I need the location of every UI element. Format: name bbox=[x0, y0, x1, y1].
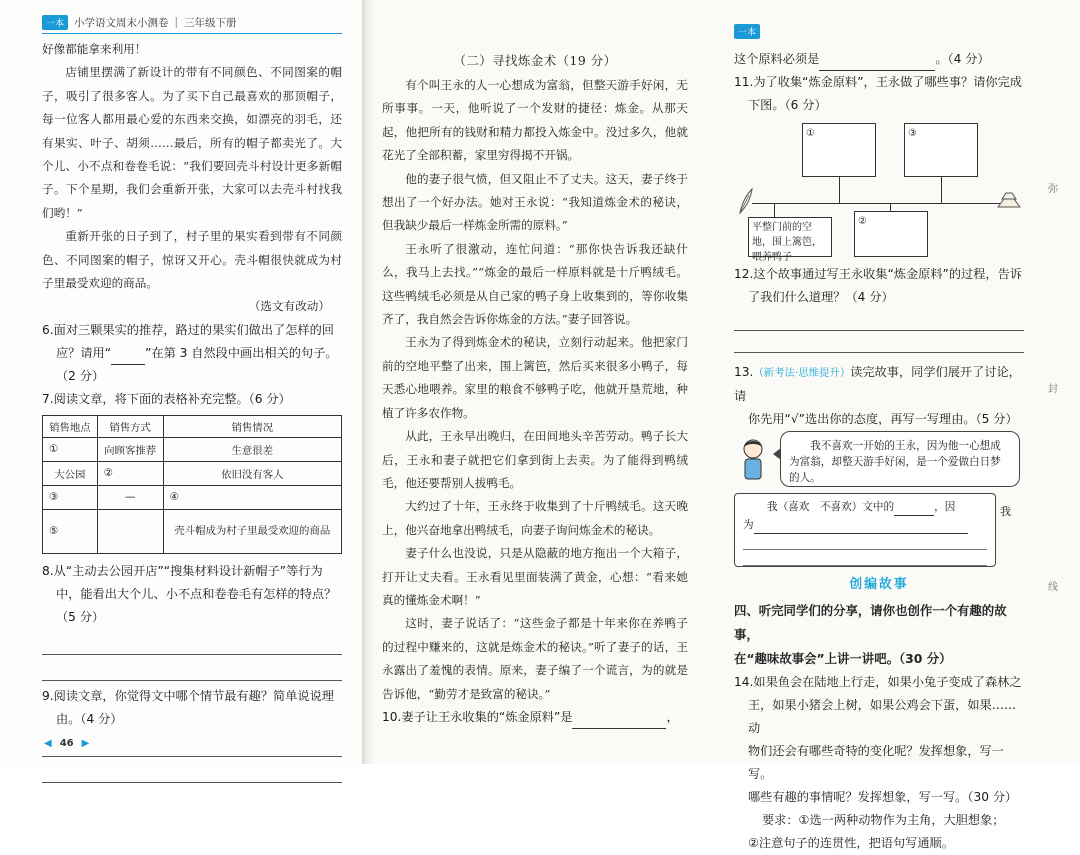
connector-line bbox=[941, 177, 942, 203]
q10-text-b: ， bbox=[666, 709, 679, 724]
q6-line1: 6.面对三颗果实的推荐，路过的果实们做出了怎样的回 bbox=[42, 322, 334, 337]
question-12 bbox=[734, 263, 1024, 309]
story-paragraph: 重新开张的日子到了，村子里的果实看到带有不同颜色、不同图案的帽子，惊讶又开心。壳斗帽很快就成为村子里最受欢迎的商品。 bbox=[42, 229, 342, 291]
answer-prompt-b: ，因 bbox=[934, 501, 956, 513]
q14-line4: 哪些有趣的事情呢？发挥想象，写一写。（30 分） bbox=[748, 790, 1018, 804]
story-paragraph: 妻子什么也没说，只是从隐蔽的地方拖出一个大箱子，打开让丈夫看。王永看见里面装满了黄金，心想：“看来她真的懂炼金术啊！” bbox=[382, 546, 688, 607]
q6-blank[interactable] bbox=[111, 364, 145, 365]
next-arrow-icon: ▶ bbox=[81, 738, 90, 749]
q9-line2: 由。（4 分） bbox=[56, 711, 123, 726]
connector-line bbox=[890, 203, 891, 211]
question-10-continued bbox=[734, 48, 1024, 71]
table-cell[interactable]: ③ bbox=[43, 485, 98, 509]
header-title: 小学语文周末小测卷 bbox=[74, 16, 169, 29]
header-separator: | bbox=[174, 16, 179, 28]
diagram-box-2-label: ② bbox=[858, 216, 867, 227]
q14-line2: 王，如果小猪会上树，如果公鸡会下蛋，如果……动 bbox=[748, 698, 1017, 735]
story-paragraph: 好像都能拿来利用！ bbox=[42, 42, 147, 56]
table-header: 销售方式 bbox=[97, 415, 163, 437]
answer-prompt-a: 我（喜欢 不喜欢）文中的 bbox=[767, 501, 895, 513]
book-gutter bbox=[362, 0, 372, 764]
connector-line bbox=[839, 177, 840, 203]
table-cell[interactable]: ② bbox=[97, 461, 163, 485]
story-paragraph: 王永听了很激动，连忙问道：“那你快告诉我还缺什么，我马上去找。”“炼金的最后一样原料就是十斤鸭绒毛。这些鸭绒毛必须是从自己家的鸭子身上收集到的，等你收集齐了，我自然会告诉你炼金的方法。”妻子回答说。 bbox=[382, 241, 688, 327]
q8-line2: 中，能看出大个儿、小不点和卷卷毛有怎样的特点？ bbox=[56, 586, 337, 601]
question-7: 7.阅读文章，将下面的表格补充完整。（6 分） bbox=[42, 391, 291, 406]
q12-line1: 12.这个故事通过写王永收集“炼金原料”的过程，告诉 bbox=[734, 267, 1022, 281]
seal-mark-3: 线 bbox=[1048, 582, 1058, 593]
answer-line[interactable] bbox=[42, 655, 342, 681]
diagram-box-3[interactable] bbox=[904, 123, 978, 177]
table-row bbox=[43, 437, 342, 461]
q12-line2: 了我们什么道理？（4 分） bbox=[748, 290, 894, 304]
q13-line1: 13.（新考法·思维提升）读完故事，同学们展开了讨论，请 bbox=[734, 365, 1021, 403]
page-number bbox=[44, 738, 89, 749]
question-13 bbox=[734, 361, 1024, 431]
q13-line1-rest: 读完故事，同学们展开了讨论，请 bbox=[734, 365, 1021, 403]
answer-line[interactable] bbox=[743, 536, 987, 550]
question-14 bbox=[734, 671, 1024, 855]
story-paragraph: 王永为了得到炼金术的秘诀，立刻行动起来。他把家门前的空地平整了出来，围上篱笆，然后买来很多小鸭子，每天悉心地喂养。家里的粮食不够鸭子吃，他就开垦荒地，种植了许多农作物。 bbox=[382, 335, 688, 420]
table-header: 销售情况 bbox=[163, 415, 341, 437]
table-cell: 生意很差 bbox=[163, 437, 341, 461]
q13-line2: 你先用“√”选出你的态度，再写一写理由。（5 分） bbox=[748, 412, 1018, 426]
q11-line1: 11.为了收集“炼金原料”，王永做了哪些事？请你完成 bbox=[734, 75, 1022, 89]
feather-icon bbox=[736, 187, 756, 215]
answer-row-1 bbox=[743, 498, 987, 516]
source-note: （选文有改动） bbox=[248, 299, 330, 314]
speaker-label: 我 bbox=[1000, 505, 1011, 518]
seal-mark-1: 弥 bbox=[1048, 184, 1058, 195]
q11-line2: 下图。（6 分） bbox=[748, 98, 827, 112]
q13-discussion bbox=[734, 431, 1024, 571]
sec4-line1: 四、听完同学们的分享，请你也创作一个有趣的故事， bbox=[734, 603, 1007, 642]
section-title: （二）寻找炼金术（19 分） bbox=[453, 53, 617, 68]
q14-line1: 14.如果鱼会在陆地上行走，如果小兔子变成了森林之 bbox=[734, 675, 1022, 689]
diagram-box-given-text: 平整门前的空地，围上篱笆，喂养鸭子 bbox=[752, 222, 822, 263]
bubble-text: 我不喜欢一开始的王永，因为他一心想成为富翁，却整天游手好闲，是一个爱做白日梦的人。 bbox=[789, 440, 1001, 484]
connector-line bbox=[774, 203, 775, 217]
question-10 bbox=[382, 706, 688, 729]
table-row bbox=[43, 485, 342, 509]
q11-diagram bbox=[734, 121, 1024, 263]
diagram-box-given bbox=[748, 217, 832, 263]
table-cell: — bbox=[97, 485, 163, 509]
header-grade: 三年级下册 bbox=[184, 16, 237, 29]
header-badge: 一本 bbox=[42, 15, 68, 30]
q9-line1: 9.阅读文章，你觉得文中哪个情节最有趣？简单说说理 bbox=[42, 688, 334, 703]
middle-column bbox=[382, 48, 688, 729]
table-row bbox=[43, 509, 342, 553]
q10-text-a: 10.妻子让王永收集的“炼金原料”是 bbox=[382, 709, 573, 724]
story-paragraph: 他的妻子很气愤，但又阻止不了丈夫。这天，妻子终于想出了一个好办法。她对王永说：“我知道炼金术的秘诀，但我缺少最后一样炼金所需的原料。” bbox=[382, 171, 688, 233]
diagram-box-1-label: ① bbox=[806, 128, 815, 139]
table-row bbox=[43, 461, 342, 485]
q10-cont-b: 。（4 分） bbox=[935, 52, 990, 66]
sec4-line2: 在“趣味故事会”上讲一讲吧。（30 分） bbox=[734, 651, 952, 666]
table-cell: 壳斗帽成为村子里最受欢迎的商品 bbox=[163, 509, 341, 553]
timeline-axis bbox=[752, 203, 1010, 204]
q8-line3: （5 分） bbox=[56, 609, 105, 624]
gold-bars-icon bbox=[996, 189, 1022, 211]
left-column bbox=[42, 38, 342, 783]
table-cell[interactable]: ⑤ bbox=[43, 509, 98, 553]
story-paragraph: 从此，王永早出晚归，在田间地头辛苦劳动。鸭子长大后，王永和妻子就把它们拿到街上去卖。为了能得到鸭绒毛，他还要帮别人拔鸭毛。 bbox=[382, 429, 688, 490]
q6-line3: （2 分） bbox=[56, 368, 105, 383]
q6-line2 bbox=[42, 342, 342, 365]
answer-blank-reason[interactable] bbox=[754, 533, 968, 534]
table-cell: 向顾客推荐 bbox=[97, 437, 163, 461]
answer-row-2 bbox=[743, 516, 987, 534]
answer-line[interactable] bbox=[734, 331, 1024, 353]
story-paragraph: 店铺里摆满了新设计的带有不同颜色、不同图案的帽子，吸引了很多客人。为了买下自己最喜欢的那顶帽子，每一位客人都用最心爱的东西来交换，如漂亮的羽毛，还有果实、叶子、胡须……最后，所有的帽子都卖光了。大个儿、小不点和卷卷毛说：“我们要回壳斗村设计更多新帽子。下个星期，我们会重新开张，大家可以去壳斗村找我们哟！” bbox=[42, 65, 342, 220]
table-cell: 依旧没有客人 bbox=[163, 461, 341, 485]
q14-line3: 物们还会有哪些奇特的变化呢？发挥想象，写一写。 bbox=[748, 744, 1004, 781]
student-avatar-icon bbox=[738, 437, 768, 481]
q14-requirement-2: ②注意句子的连贯性，把语句写通顺。 bbox=[748, 836, 954, 850]
diagram-box-1[interactable] bbox=[802, 123, 876, 177]
story-paragraph: 这时，妻子说话了：“这些金子都是十年来你在养鸭子的过程中赚来的，这就是炼金术的秘诀。”听了妻子的话，王永露出了羞愧的表情。原来，妻子编了一个谎言，为的就是告诉他，“勤劳才是致富的秘诀。” bbox=[382, 616, 688, 701]
sales-table bbox=[42, 415, 342, 554]
section-4 bbox=[734, 599, 1024, 671]
question-9 bbox=[42, 685, 342, 731]
speech-bubble bbox=[780, 431, 1020, 487]
story-paragraph: 有个叫王永的人一心想成为富翁，但整天游手好闲，无所事事。一天，他听说了一个发财的捷径：炼金。从那天起，他把所有的钱财和精力都投入炼金中。没过多久，他就花光了全部积蓄，家里穷得揭不开锅。 bbox=[382, 78, 688, 163]
prev-arrow-icon: ◀ bbox=[44, 738, 52, 749]
q14-requirement-1: 要求：①选一两种动物作为主角，大胆想象； bbox=[762, 813, 1005, 827]
answer-line[interactable] bbox=[743, 552, 987, 566]
table-header-row bbox=[43, 415, 342, 437]
answer-line[interactable] bbox=[42, 629, 342, 655]
q13-tag: （新考法·思维提升） bbox=[753, 367, 851, 379]
right-header-badge: 一本 bbox=[734, 24, 760, 39]
seal-mark-2: 封 bbox=[1048, 384, 1058, 395]
table-cell[interactable]: ① bbox=[43, 437, 98, 461]
question-11 bbox=[734, 71, 1024, 117]
right-column bbox=[734, 48, 1024, 855]
story-paragraph: 大约过了十年，王永终于收集到了十斤鸭绒毛。这天晚上，他兴奋地拿出鸭绒毛，向妻子询问炼金术的秘诀。 bbox=[382, 499, 688, 537]
diagram-box-3-label: ③ bbox=[908, 128, 917, 139]
q6-line2a: 应？请用“ bbox=[56, 345, 112, 360]
create-story-title: 创编故事 bbox=[849, 577, 909, 592]
table-header: 销售地点 bbox=[43, 415, 98, 437]
question-8 bbox=[42, 560, 342, 629]
answer-prompt-c: 为 bbox=[743, 519, 754, 531]
answer-line[interactable] bbox=[42, 757, 342, 783]
q13-answer-box bbox=[734, 493, 996, 567]
answer-line[interactable] bbox=[734, 309, 1024, 331]
page-number-text: 46 bbox=[59, 738, 74, 749]
diagram-box-2[interactable] bbox=[854, 211, 928, 257]
table-cell[interactable] bbox=[97, 509, 163, 553]
question-6 bbox=[42, 319, 342, 388]
header-rule bbox=[42, 33, 342, 34]
table-cell[interactable]: ④ bbox=[163, 485, 341, 509]
q10-cont-a: 这个原料必须是 bbox=[734, 52, 820, 66]
q6-line2b: ”在第 3 自然段中画出相关的句子。 bbox=[145, 345, 338, 360]
q8-line1: 8.从“主动去公园开店”“搜集材料设计新帽子”等行为 bbox=[42, 563, 323, 578]
table-cell: 大公园 bbox=[43, 461, 98, 485]
q10-blank-1[interactable] bbox=[572, 728, 666, 729]
bubble-tail bbox=[773, 448, 781, 460]
page-header bbox=[42, 12, 237, 32]
